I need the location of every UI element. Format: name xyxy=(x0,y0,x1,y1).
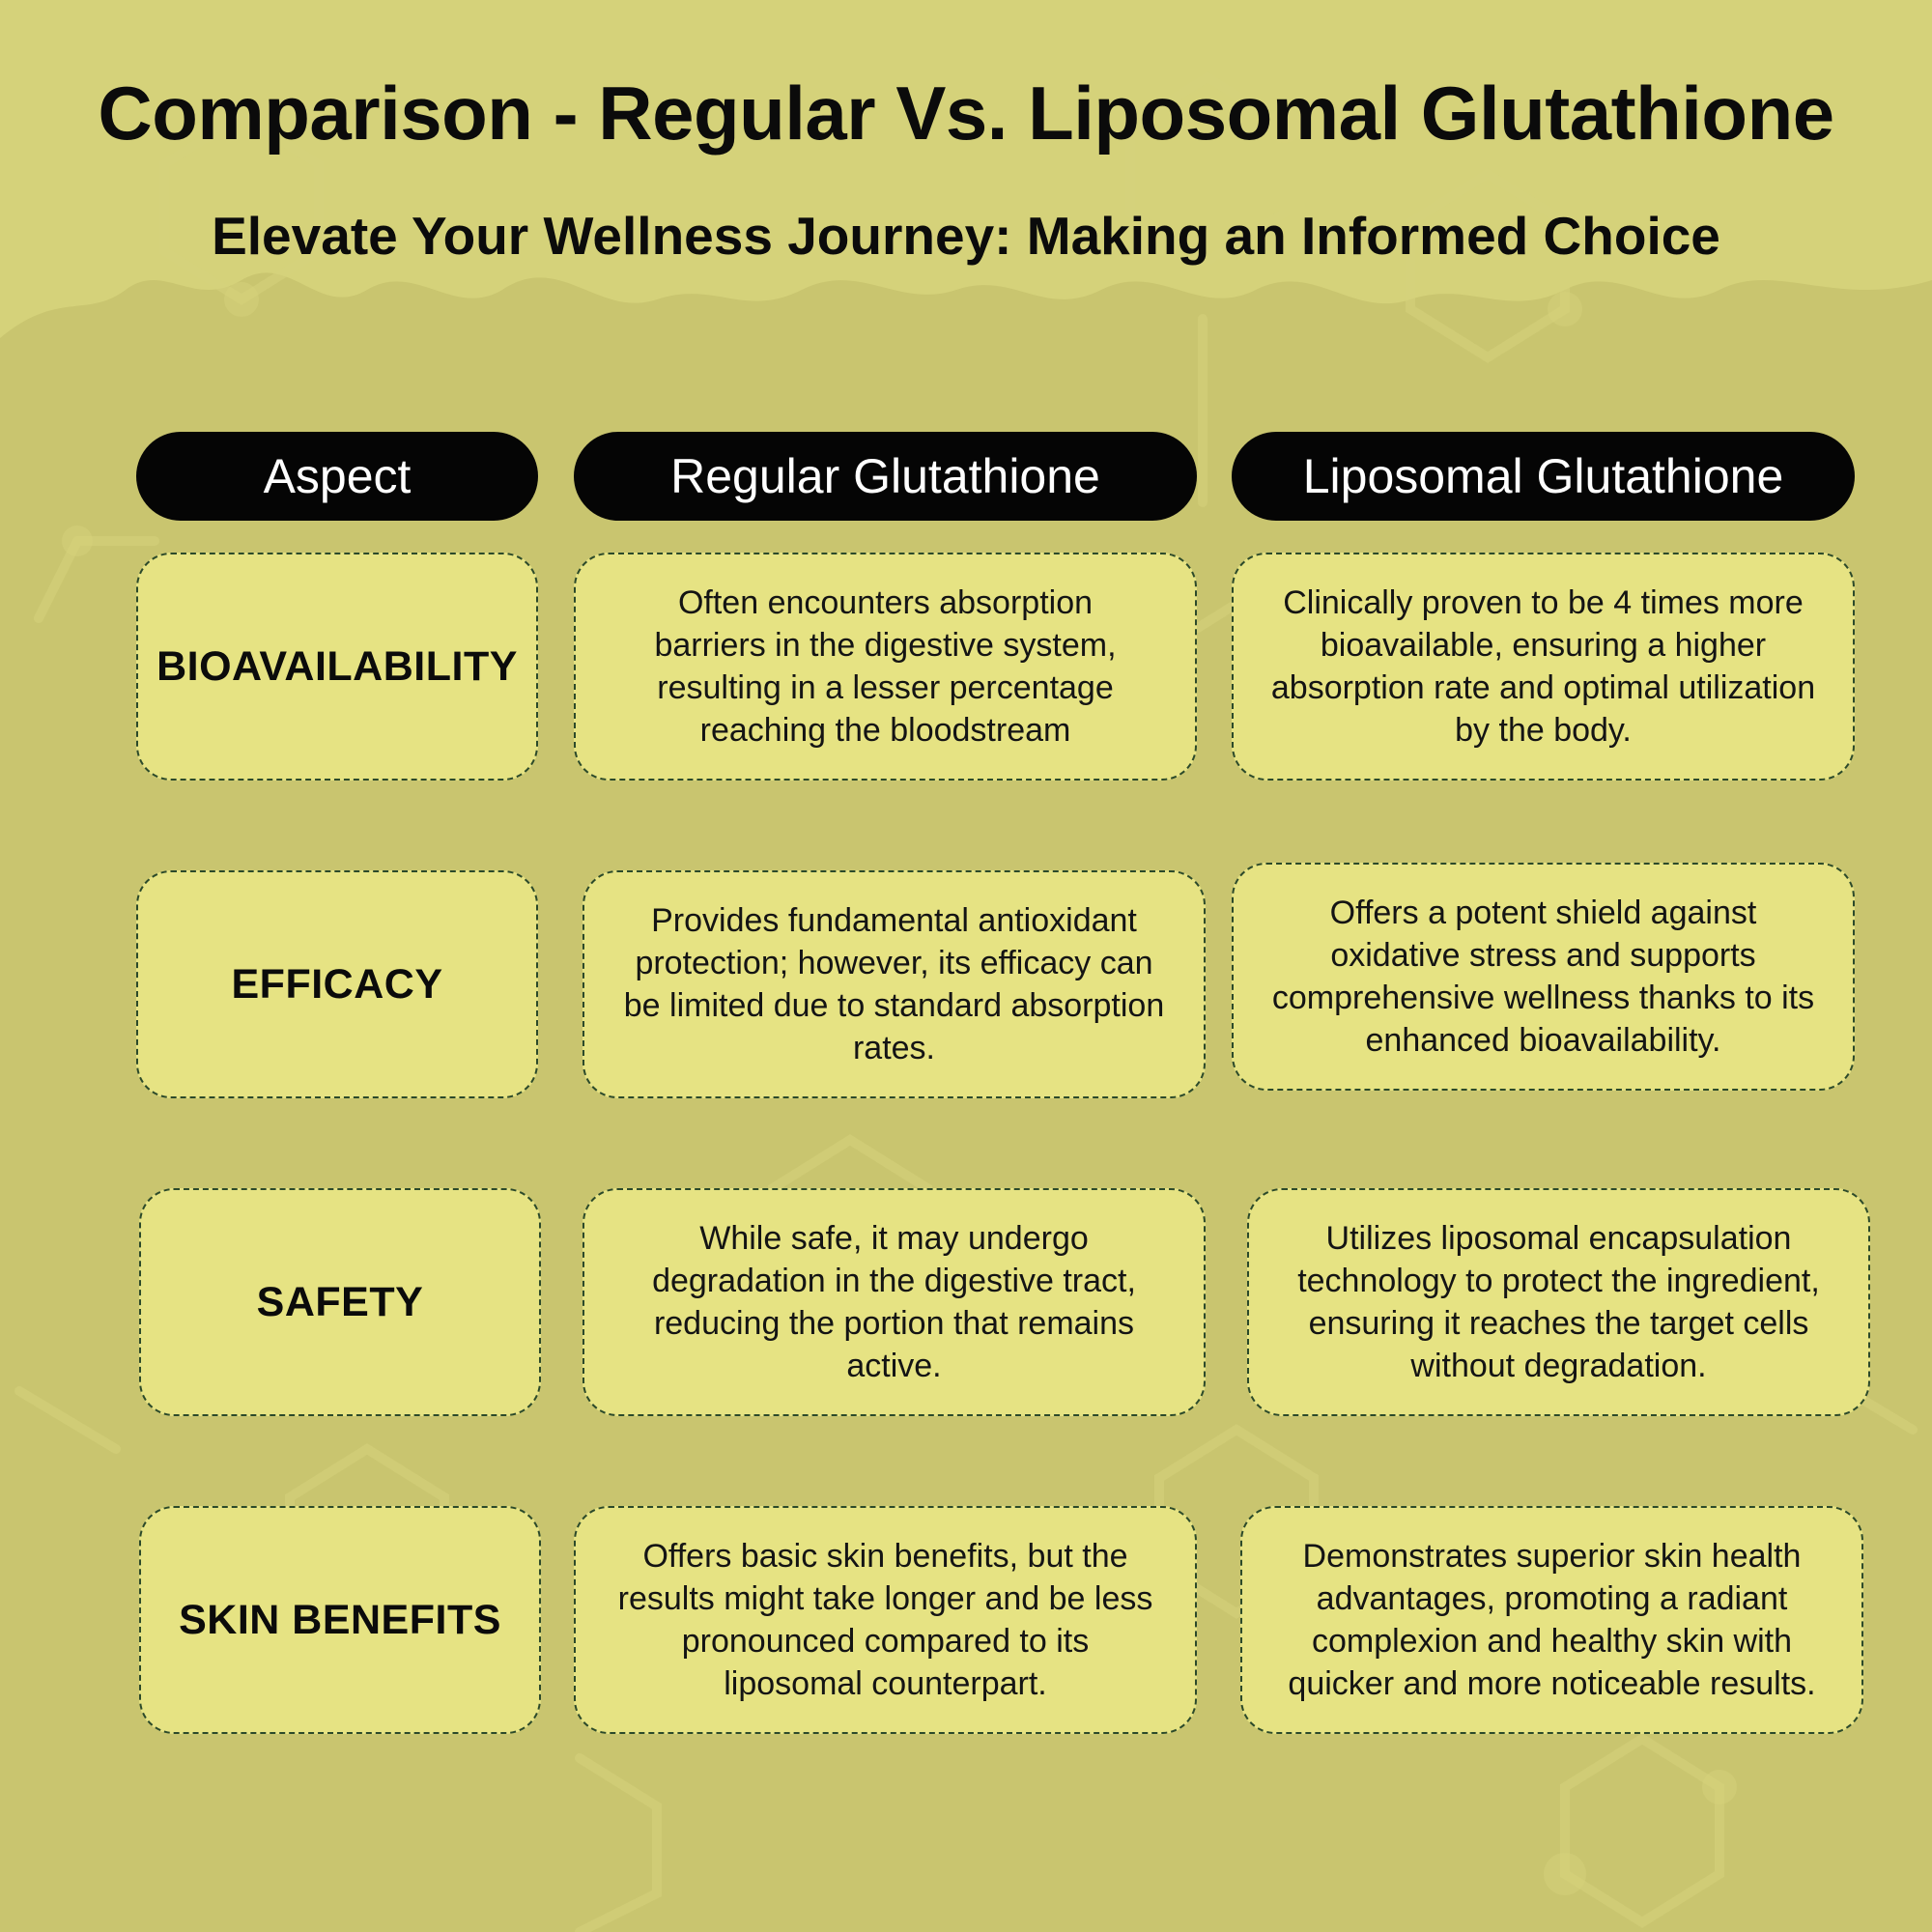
regular-card-skin-benefits xyxy=(574,1506,1197,1734)
liposomal-description: Utilizes liposomal encapsulation technology to protect the ingredient, ensuring it reaches the target cells without degradation. xyxy=(1297,1220,1820,1384)
regular-description: Provides fundamental antioxidant protection; however, its efficacy can be limited due to standard absorption rates. xyxy=(623,902,1165,1066)
aspect-label: SAFETY xyxy=(256,1278,424,1325)
header-regular-glutathione: Regular Glutathione xyxy=(574,432,1197,521)
regular-card-safety xyxy=(582,1188,1206,1416)
aspect-label: SKIN BENEFITS xyxy=(179,1596,501,1643)
page-title: Comparison - Regular Vs. Liposomal Glutathione xyxy=(98,71,1834,156)
regular-description: Often encounters absorption barriers in the digestive system, resulting in a lesser percentage reaching the bloodstream xyxy=(654,584,1117,749)
liposomal-card-efficacy xyxy=(1232,863,1855,1091)
header-liposomal-glutathione: Liposomal Glutathione xyxy=(1232,432,1855,521)
aspect-card-safety xyxy=(139,1188,541,1416)
liposomal-card-bioavailability xyxy=(1232,553,1855,781)
aspect-label: BIOAVAILABILITY xyxy=(156,642,518,690)
liposomal-card-skin-benefits xyxy=(1240,1506,1863,1734)
aspect-card-efficacy xyxy=(136,870,538,1098)
regular-card-efficacy xyxy=(582,870,1206,1098)
page-subtitle: Elevate Your Wellness Journey: Making an Informed Choice xyxy=(212,206,1720,266)
header-aspect: Aspect xyxy=(136,432,538,521)
aspect-label: EFFICACY xyxy=(231,960,443,1008)
liposomal-description: Offers a potent shield against oxidative stress and supports comprehensive wellness thanks to its enhanced bioavailability. xyxy=(1271,895,1815,1059)
liposomal-card-safety xyxy=(1247,1188,1870,1416)
regular-description: Offers basic skin benefits, but the results might take longer and be less pronounced compared to its liposomal counterpart. xyxy=(617,1538,1153,1702)
regular-card-bioavailability xyxy=(574,553,1197,781)
liposomal-description: Demonstrates superior skin health advantages, promoting a radiant complexion and healthy skin with quicker and more noticeable results. xyxy=(1288,1538,1816,1702)
aspect-card-bioavailability xyxy=(136,553,538,781)
liposomal-description: Clinically proven to be 4 times more bioavailable, ensuring a higher absorption rate and optimal utilization by the body. xyxy=(1270,584,1816,749)
aspect-card-skin-benefits xyxy=(139,1506,541,1734)
regular-description: While safe, it may undergo degradation in the digestive tract, reducing the portion that remains active. xyxy=(652,1220,1136,1384)
